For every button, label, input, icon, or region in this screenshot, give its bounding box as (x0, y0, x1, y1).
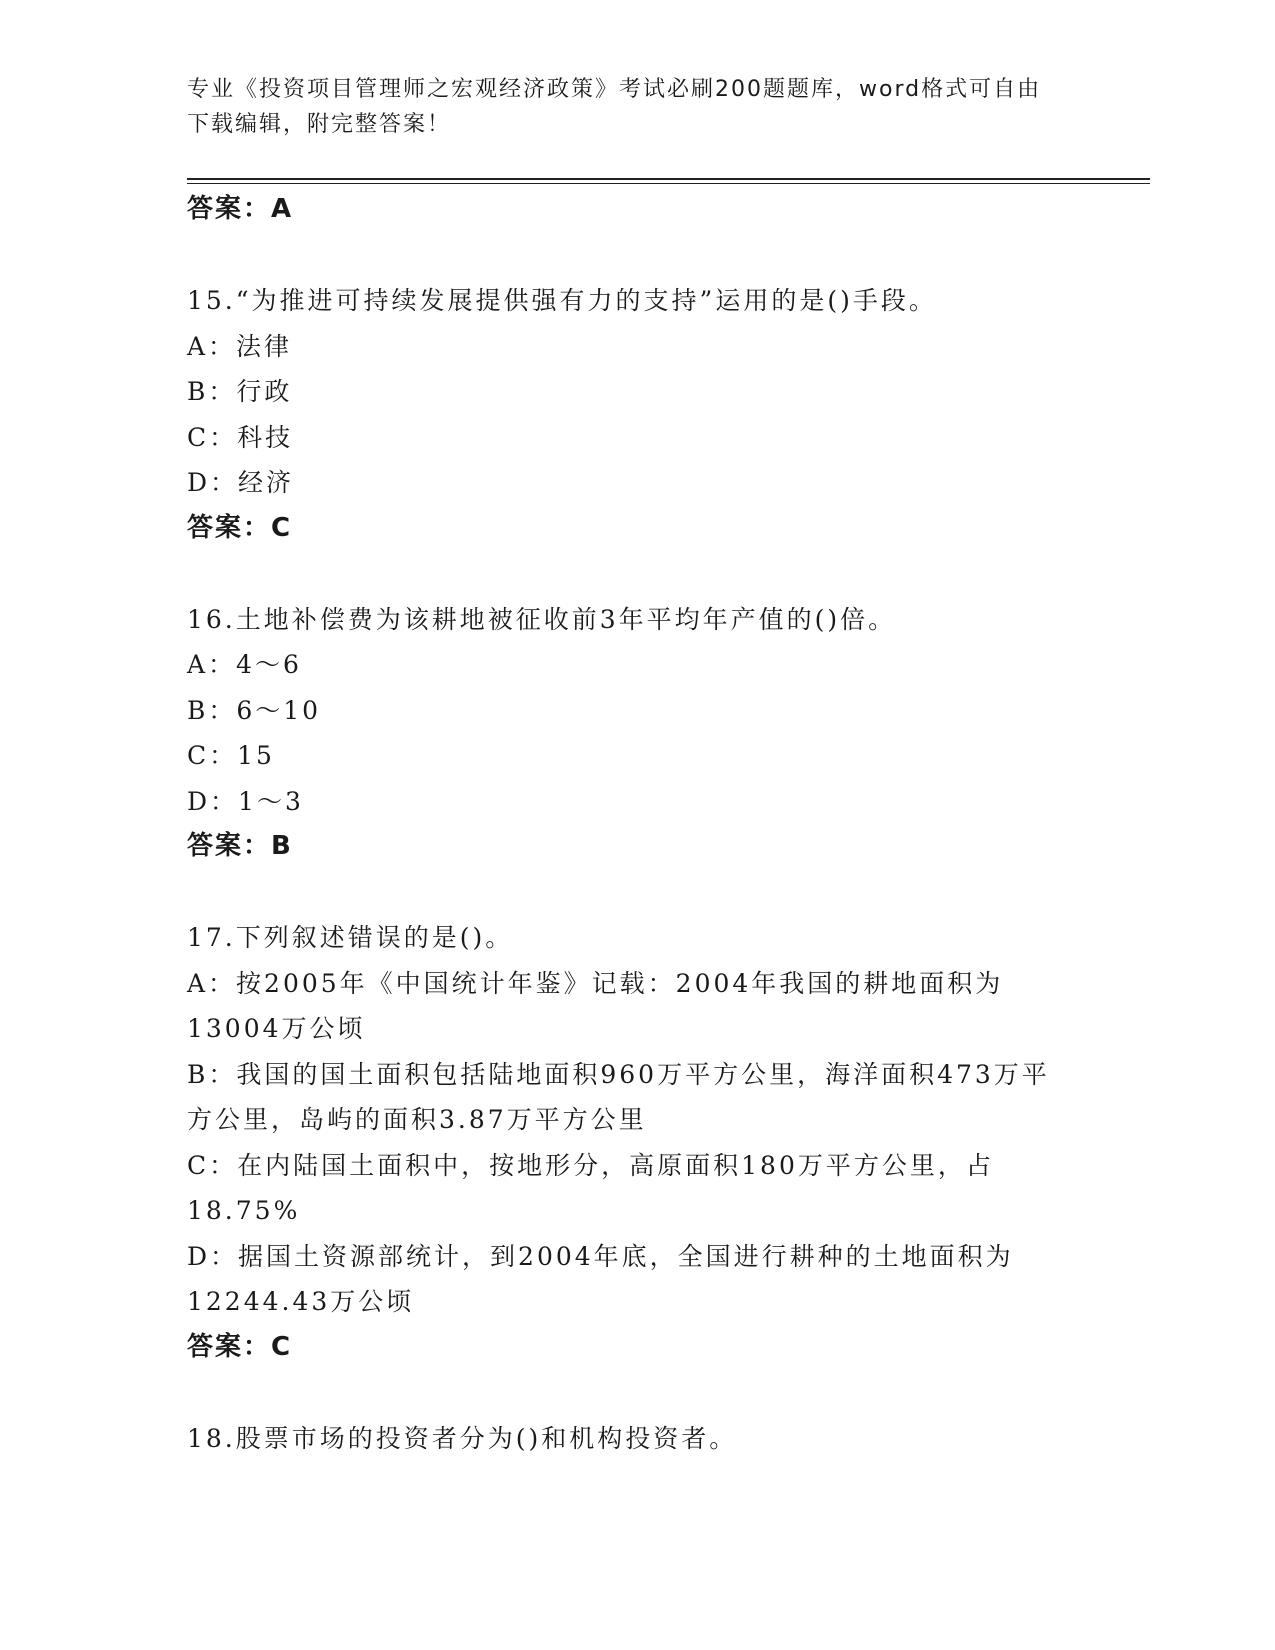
document-body (187, 187, 1087, 1461)
option-d: D：1～3 (187, 786, 304, 816)
answer-line: 答案：A (187, 194, 294, 224)
answer-line: 答案：C (187, 1331, 293, 1362)
option-b: B：行政 (187, 377, 293, 406)
header-line-2: 下载编辑，附完整答案！ (187, 112, 452, 137)
question-stem: 16.土地补偿费为该耕地被征收前3年平均年产值的()倍。 (187, 604, 897, 634)
option-b-continued: 方公里，岛屿的面积3.87万平方公里 (187, 1105, 647, 1134)
question-15 (187, 278, 1087, 551)
question-17 (187, 915, 1087, 1370)
document-header (187, 72, 1087, 142)
spacer (187, 551, 1087, 597)
header-line-1: 专业《投资项目管理师之宏观经济政策》考试必刷200题题库，word格式可自由 (187, 77, 1042, 102)
option-b: B：6～10 (187, 695, 322, 725)
header-divider-thin (187, 183, 1150, 184)
option-d: D：经济 (187, 468, 295, 497)
option-d: D：据国土资源部统计，到2004年底，全国进行耕种的土地面积为 (187, 1241, 1014, 1271)
option-a: A：4～6 (187, 650, 302, 679)
option-a: A：法律 (187, 331, 293, 361)
option-c-continued: 18.75% (187, 1196, 301, 1225)
answer-line: 答案：B (187, 831, 293, 861)
question-18 (187, 1416, 1087, 1462)
question-stem: 17.下列叙述错误的是()。 (187, 923, 514, 952)
answer-line: 答案：C (187, 512, 293, 543)
option-d-continued: 12244.43万公顷 (187, 1287, 415, 1316)
spacer (187, 233, 1087, 279)
option-b: B：我国的国土面积包括陆地面积960万平方公里，海洋面积473万平 (187, 1059, 1050, 1089)
spacer (187, 1370, 1087, 1416)
option-c: C：15 (187, 741, 275, 770)
option-c: C：在内陆国土面积中，按地形分，高原面积180万平方公里，占 (187, 1150, 994, 1180)
question-stem: 18.股票市场的投资者分为()和机构投资者。 (187, 1423, 738, 1453)
question-16 (187, 597, 1087, 870)
option-a: A：按2005年《中国统计年鉴》记载：2004年我国的耕地面积为 (187, 968, 1004, 998)
spacer (187, 870, 1087, 916)
option-c: C：科技 (187, 422, 294, 452)
header-divider-thick (187, 178, 1150, 180)
question-stem: 15.“为推进可持续发展提供强有力的支持”运用的是()手段。 (187, 286, 937, 315)
option-a-continued: 13004万公顷 (187, 1014, 366, 1043)
